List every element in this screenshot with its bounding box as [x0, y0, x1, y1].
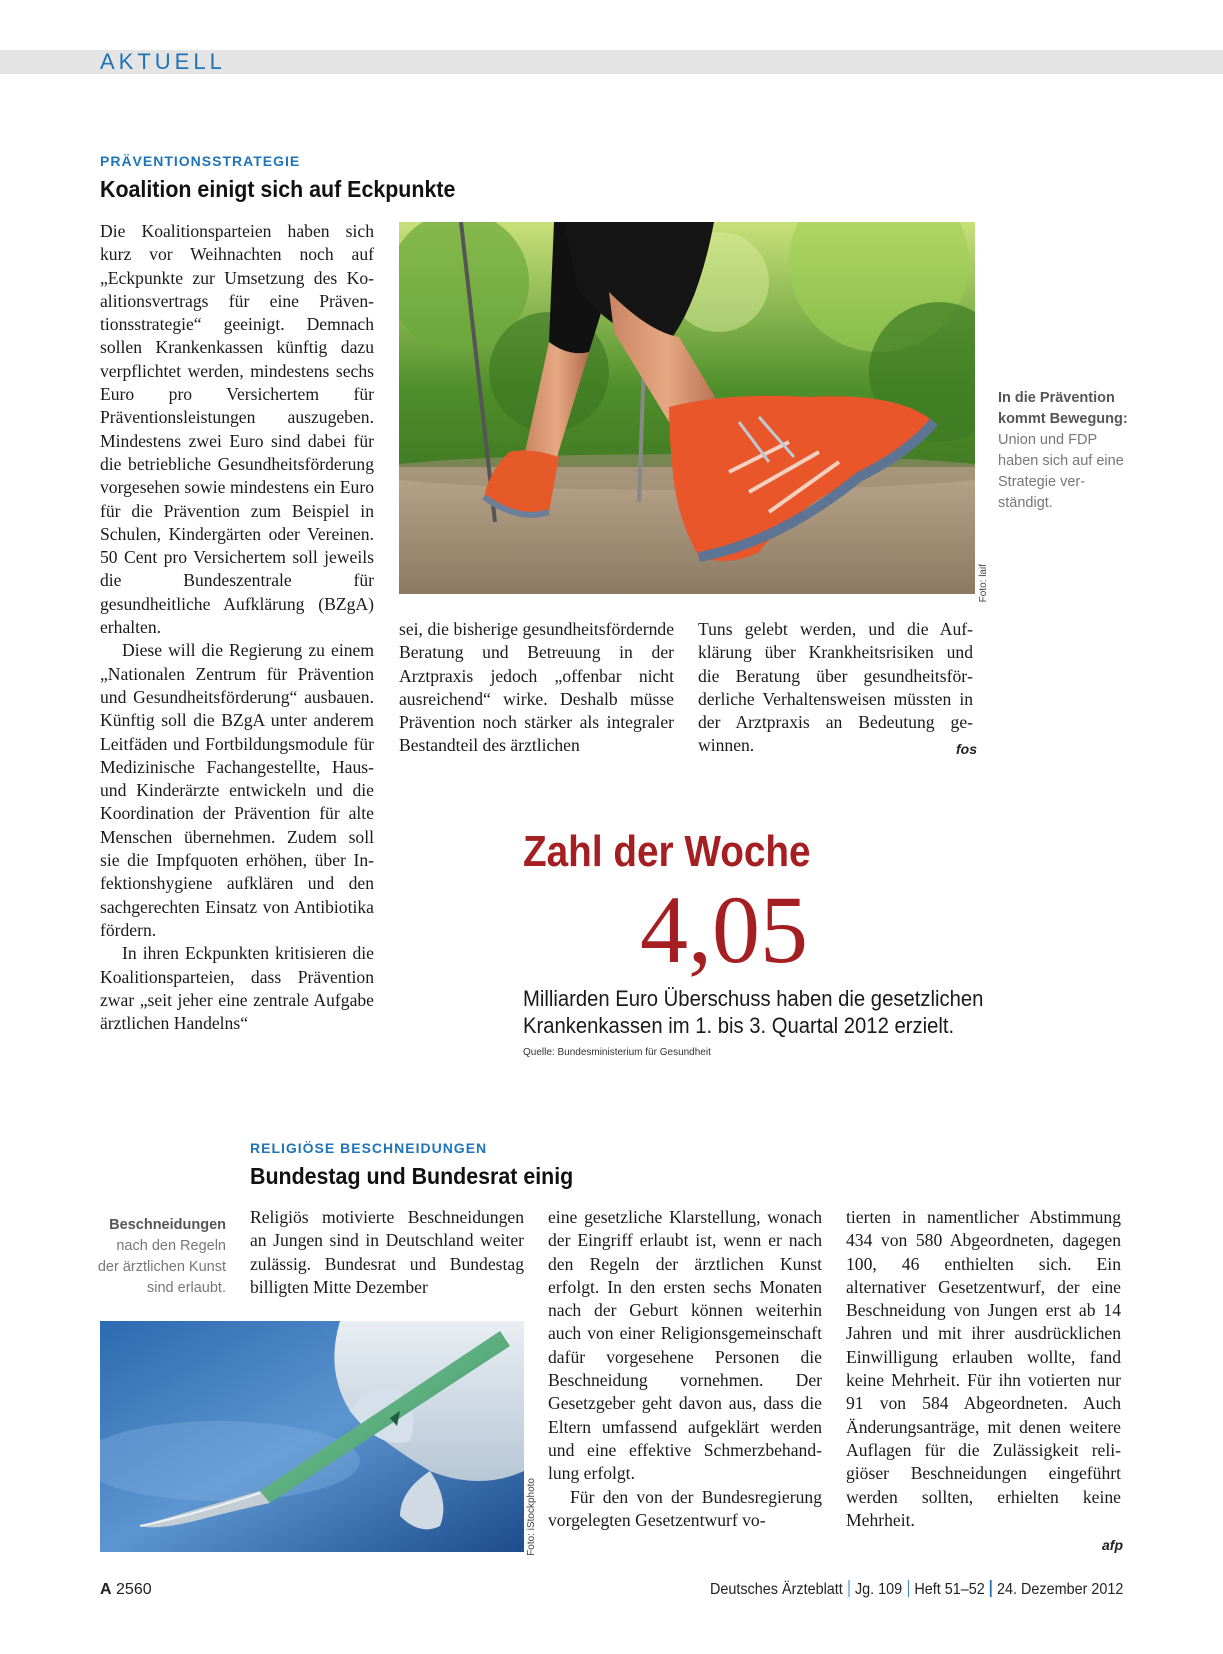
- footer-separator: [848, 1580, 849, 1597]
- photo1-credit: Foto: laif: [978, 564, 989, 603]
- page-number: [100, 1579, 152, 1601]
- footer-separator: [990, 1580, 991, 1597]
- article1-column-2: sei, die bisherige gesundheitsfördernde Beratung und Betreuung in der Arztpraxis jedoch „offenbar nicht ausreichend“ wirke. Deshalb müsse Prävention noch stärker als integraler Bestandteil des ärztlichen: [399, 619, 674, 756]
- article1-kicker: PRÄVENTIONSSTRATEGIE: [100, 153, 301, 169]
- zahl-der-woche-number: 4,05: [640, 876, 808, 983]
- article2-kicker: RELIGIÖSE BESCHNEIDUNGEN: [250, 1140, 488, 1156]
- photo2-caption-text: nach den Regeln der ärztlichen Kunst sind erlaubt.: [97, 1238, 226, 1296]
- article1-paragraph: Die Koalitionsparteien haben sich kurz vor Weihnachten noch auf „Eckpunkte zur Umsetzung des Koalitionsvertrags für eine Präventionsstrategie“ geeinigt. Demnach sollen Krankenkassen künftig dazu verpflichtet werden, mindestens sechs Euro pro Versichertem für Präventionsleistungen auszugeben. Mindestens zwei Euro sind dabei für die betriebliche Gesundheitsförderung vorgesehen sowie mindestens ein Euro für die Prävention zum Beispiel in Schulen, Kindergärten oder Vereinen. 50 Cent pro Versichertem soll jeweils die Bundeszentrale für gesundheitliche Aufklärung (BZgA) erhalten.: [100, 221, 374, 638]
- photo2-caption-bold: Beschneidungen: [109, 1217, 226, 1233]
- article1-column-3: Tuns gelebt werden, und die Aufklärung über Krankheitsrisiken und die Beratung über gesundheitsförderliche Verhaltensweisen müssten in der Arztpraxis an Bedeutung gewinnen.: [698, 619, 973, 756]
- photo2-credit: Foto: iStockphoto: [526, 1478, 537, 1556]
- journal-name: Deutsches Ärzteblatt: [709, 1581, 843, 1598]
- zahl-der-woche-title: Zahl der Woche: [523, 827, 811, 876]
- journal-issue: Heft 51–52: [913, 1581, 985, 1598]
- journal-info: [710, 1579, 1123, 1601]
- footer-separator: [907, 1580, 908, 1597]
- article1-column-1: [100, 220, 374, 1035]
- article2-signature: afp: [1102, 1537, 1123, 1553]
- article1-headline: Koalition einigt sich auf Eckpunkte: [100, 176, 456, 202]
- article1-paragraph: Diese will die Regierung zu einem „Nationalen Zentrum für Prävention und Gesundheitsförderung“ ausbauen. Künftig soll die BZgA unter anderem Leitfäden und Fortbildungsmodule für Medizinische Fachangestellte, Haus- und Kinderärzte entwickeln und die Koordination der Prävention für alte Menschen übernehmen. Zudem soll sie die Impfquoten erhöhen, über Infektionshygiene aufklären und den sachgerechten Einsatz von Antibiotika fördern.: [100, 640, 374, 940]
- journal-date: 24. Dezember 2012: [996, 1581, 1123, 1598]
- section-label: AKTUELL: [100, 49, 226, 74]
- zahl-der-woche-description: Milliarden Euro Überschuss haben die gesetzlichen Krankenkassen im 1. bis 3. Quartal 2012 erzielt.: [523, 986, 984, 1038]
- walking-shoe-photo: [399, 222, 975, 594]
- article2-column-1: Religiös motivierte Beschneidungen an Jungen sind in Deutschland weiter zulässig. Bundesrat und Bundestag billigten Mitte Dezember: [250, 1207, 524, 1297]
- article1-signature: fos: [956, 741, 977, 757]
- journal-volume: Jg. 109: [854, 1581, 902, 1598]
- photo1-caption-text: Union und FDP haben sich auf eine Strategie verständigt.: [998, 432, 1124, 511]
- page-prefix: A: [100, 1581, 112, 1598]
- article2-headline: Bundestag und Bundesrat einig: [250, 1163, 574, 1189]
- page-number-value: 2560: [116, 1581, 152, 1598]
- photo1-caption: [998, 388, 1128, 514]
- article2-paragraph: Für den von der Bundesregierung vorgelegten Gesetzentwurf vo-: [548, 1486, 822, 1530]
- article2-paragraph: eine gesetzliche Klarstellung, wonach der Eingriff erlaubt ist, wenn er nach den Regeln der ärztlichen Kunst erfolgt. In den ersten sechs Monaten nach der Geburt können weiterhin auch von einer Religionsgemeinschaft dafür vorgesehene Personen die Beschneidung vornehmen. Der Gesetzgeber geht davon aus, dass die Eltern umfassend aufgeklärt werden und eine effektive Schmerzbehandlung erfolgt.: [548, 1207, 822, 1484]
- zahl-der-woche-source: Quelle: Bundesministerium für Gesundheit: [523, 1047, 711, 1058]
- article2-column-3: tierten in namentlicher Abstimmung 434 von 580 Abgeordneten, dagegen 100, 46 enthielten sich. Ein alternativer Gesetzentwurf, der eine Beschneidung von Jungen erst ab 14 Jahren und mit ihrer ausdrücklichen Einwilligung erlauben wollte, fand keine Mehrheit. Für ihn votierten nur 91 von 584 Abgeordneten. Auch Änderungsanträge, mit denen weitere Auflagen für die Zulässigkeit religiöser Beschneidungen eingeführt werden sollten, erhielten keine Mehrheit.: [846, 1207, 1121, 1530]
- photo2-caption: [96, 1215, 226, 1299]
- scalpel-photo: [100, 1321, 524, 1552]
- article1-paragraph: In ihren Eckpunkten kritisieren die Koalitionsparteien, dass Prävention zwar „seit jeher eine zentrale Aufgabe ärztlichen Handelns“: [100, 943, 374, 1034]
- photo1-caption-bold: In die Prävention kommt Bewegung:: [998, 390, 1128, 427]
- article2-column-2: [548, 1206, 822, 1532]
